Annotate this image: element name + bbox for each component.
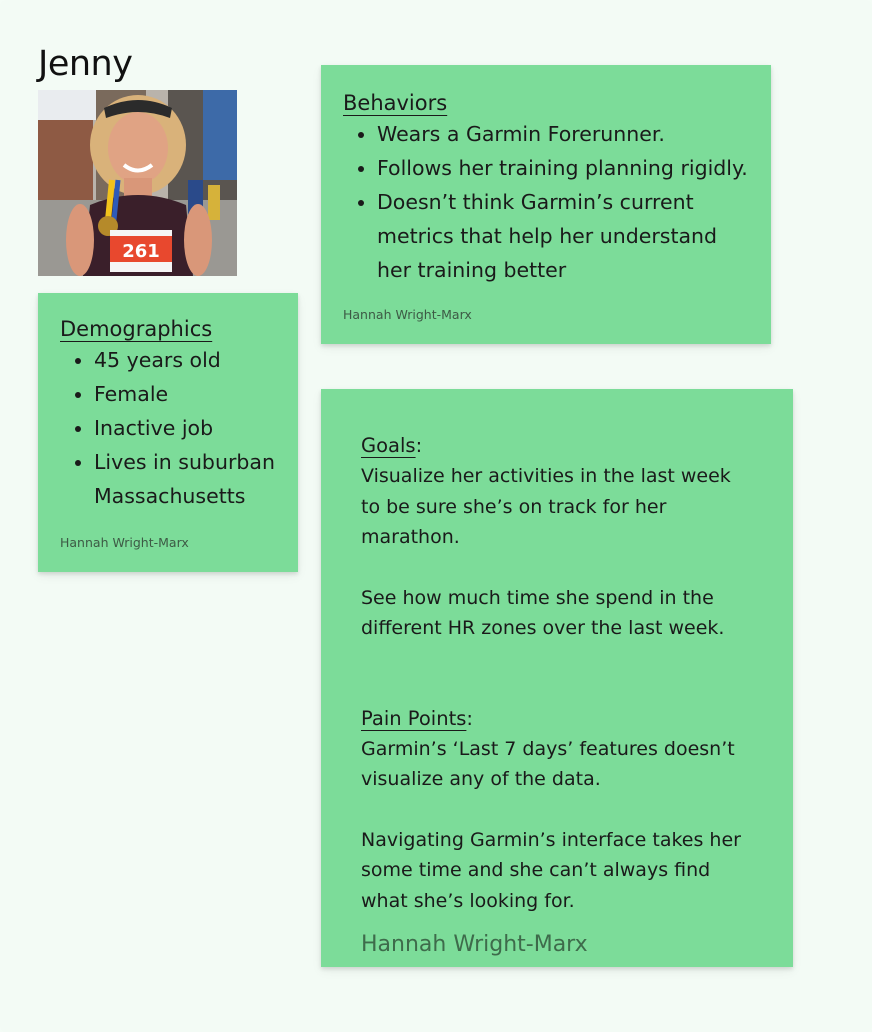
demographics-item: • 45 years old bbox=[94, 343, 276, 377]
goals-heading bbox=[361, 431, 753, 461]
bib-number: 261 bbox=[122, 241, 160, 262]
pain-points-paragraph: Navigating Garmin’s interface takes her some time and she can’t always find what she’s looking for. bbox=[361, 828, 741, 912]
demographics-item: • Lives in suburban Massachusetts bbox=[94, 445, 276, 513]
sticky-note-goals-pain-points[interactable] bbox=[321, 389, 793, 967]
behaviors-title: Behaviors bbox=[343, 91, 448, 115]
goals-paragraph: See how much time she spend in the different HR zones over the last week. bbox=[361, 586, 725, 639]
behaviors-item: • Follows her training planning rigidly. bbox=[377, 151, 749, 185]
sticky-note-demographics[interactable] bbox=[38, 293, 298, 572]
goals-paragraph: Visualize her activities in the last week to be sure she’s on track for her marathon. bbox=[361, 465, 731, 548]
demographics-list bbox=[60, 343, 276, 513]
sticky-author: Hannah Wright-Marx bbox=[361, 932, 588, 957]
sticky-author: Hannah Wright-Marx bbox=[343, 307, 472, 322]
persona-photo[interactable] bbox=[38, 90, 237, 276]
demographics-title: Demographics bbox=[60, 317, 213, 341]
goals-colon: : bbox=[415, 434, 423, 457]
sticky-author: Hannah Wright-Marx bbox=[60, 535, 189, 550]
behaviors-item: • Doesn’t think Garmin’s current metrics that help her understand her training better bbox=[377, 185, 749, 287]
pain-points-paragraph: Garmin’s ‘Last 7 days’ features doesn’t visualize any of the data. bbox=[361, 737, 735, 790]
behaviors-item: • Wears a Garmin Forerunner. bbox=[377, 117, 749, 151]
pain-points-colon: : bbox=[466, 706, 473, 730]
pain-points-title: Pain Points bbox=[361, 706, 467, 730]
pain-points-heading bbox=[361, 704, 753, 734]
demographics-item: • Female bbox=[94, 377, 276, 411]
demographics-item: • Inactive job bbox=[94, 411, 276, 445]
sticky-note-behaviors[interactable] bbox=[321, 65, 771, 344]
goals-title: Goals bbox=[361, 434, 416, 457]
behaviors-list bbox=[343, 117, 749, 287]
persona-name: Jenny bbox=[38, 44, 133, 84]
